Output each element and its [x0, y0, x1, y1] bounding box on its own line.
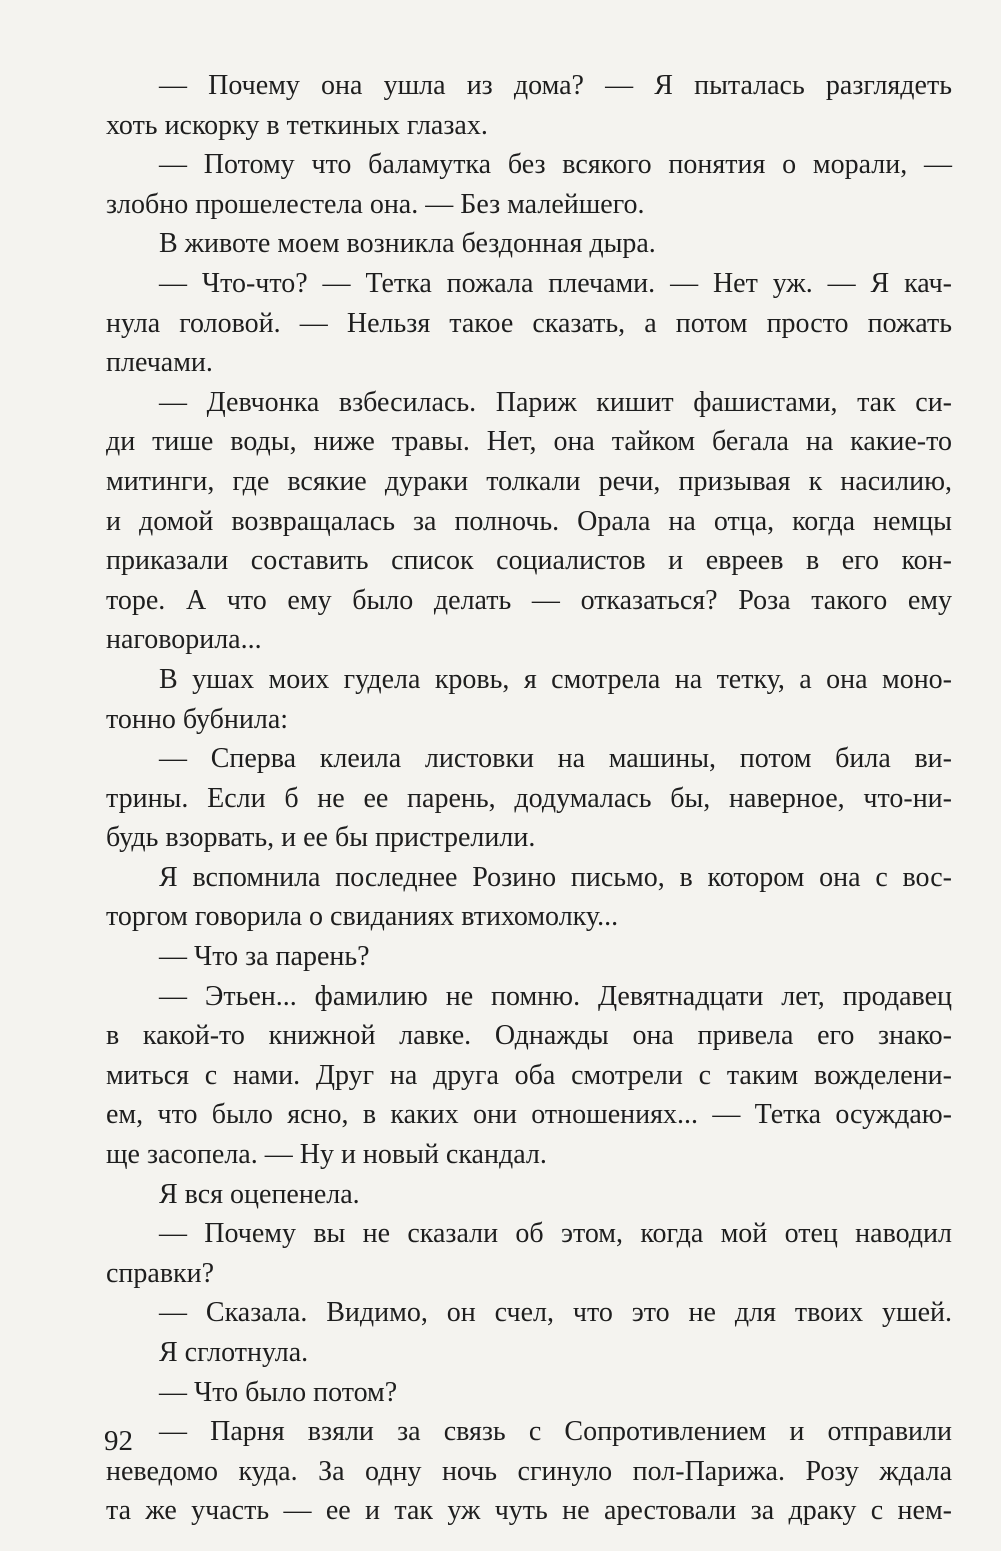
text-line: — Девчонка взбесилась. Париж кишит фашистами, так си- [159, 386, 952, 418]
text-line: Я вся оцепенела. [159, 1178, 360, 1210]
text-line: ще засопела. — Ну и новый скандал. [106, 1139, 547, 1171]
text-line: приказали составить список социалистов и евреев в его кон- [106, 545, 952, 577]
text-line: справки? [106, 1257, 215, 1289]
text-line: — Сперва клеила листовки на машины, потом била ви- [159, 743, 952, 775]
text-line: плечами. [106, 347, 213, 379]
text-line: неведомо куда. За одну ночь сгинуло пол-Парижа. Розу ждала [106, 1455, 952, 1487]
text-line: — Что было потом? [159, 1376, 398, 1408]
text-line: будь взорвать, и ее бы пристрелили. [106, 822, 536, 854]
text-line: Я сглотнула. [159, 1337, 309, 1368]
body-text [106, 66, 952, 1531]
text-line: — Почему вы не сказали об этом, когда мой отец наводил [159, 1218, 952, 1250]
text-line: В животе моем возникла бездонная дыра. [159, 228, 656, 260]
text-line: — Что-что? — Тетка пожала плечами. — Нет уж. — Я кач- [159, 267, 952, 299]
text-line: ди тише воды, ниже травы. Нет, она тайком бегала на какие-то [106, 426, 952, 458]
text-line: В ушах моих гудела кровь, я смотрела на тетку, а она моно- [159, 663, 952, 695]
text-line: злобно прошелестела она. — Без малейшего. [106, 188, 645, 220]
text-line: ем, что было ясно, в каких они отношениях... — Тетка осуждаю- [106, 1099, 952, 1131]
text-line: Я вспомнила последнее Розино письмо, в котором она с вос- [159, 861, 952, 893]
text-line: в какой-то книжной лавке. Однажды она привела его знако- [106, 1020, 952, 1052]
text-line: митинги, где всякие дураки толкали речи, призывая к насилию, [106, 465, 952, 497]
text-line: та же участь — ее и так уж чуть не арестовали за драку с нем- [106, 1495, 952, 1527]
text-line: — Потому что баламутка без всякого понятия о морали, — [159, 149, 952, 181]
text-line: миться с нами. Друг на друга оба смотрели с таким вожделени- [106, 1059, 952, 1091]
text-line: торе. А что ему было делать — отказаться? Роза такого ему [106, 584, 952, 616]
page-number: 92 [104, 1425, 133, 1457]
text-line: торгом говорила о свиданиях втихомолку... [106, 901, 619, 933]
text-line: — Этьен... фамилию не помню. Девятнадцати лет, продавец [159, 980, 952, 1012]
text-line: нула головой. — Нельзя такое сказать, а потом просто пожать [106, 307, 952, 339]
text-line: — Что за парень? [159, 941, 370, 973]
text-line: наговорила... [106, 624, 262, 656]
text-line: тонно бубнила: [106, 703, 289, 735]
text-line: хоть искорку в теткиных глазах. [106, 109, 488, 141]
text-line: — Парня взяли за связь с Сопротивлением и отправили [159, 1416, 952, 1448]
text-line: — Сказала. Видимо, он счел, что это не для твоих ушей. [159, 1297, 952, 1329]
text-line: трины. Если б не ее парень, додумалась бы, наверное, что-ни- [106, 782, 952, 814]
text-line: и домой возвращалась за полночь. Орала на отца, когда немцы [106, 505, 952, 537]
text-line: — Почему она ушла из дома? — Я пыталась разглядеть [159, 70, 952, 101]
